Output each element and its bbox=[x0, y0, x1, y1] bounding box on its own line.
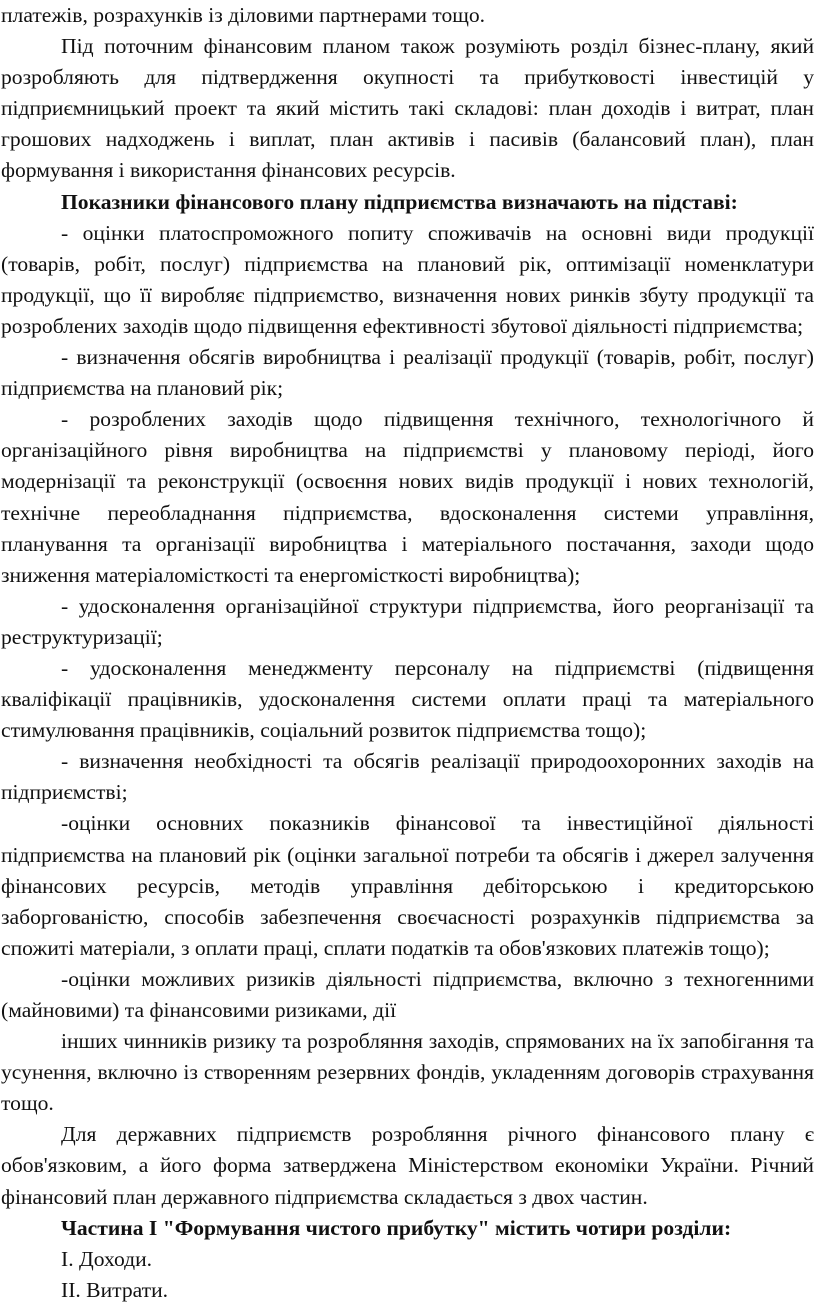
paragraph-current-plan-definition: Під поточним фінансовим планом також розуміють розділ бізнес-плану, який розробляють для підтвердження окупності та прибутковості інвестицій у підприємницький проект та який містить такі складові: план доходів і витрат, план грошових надходжень і виплат, план активів і пасивів (балансовий план), план формування і використання фінансових ресурсів. bbox=[1, 34, 814, 183]
paragraph-continuation: платежів, розрахунків із діловими партнерами тощо. bbox=[1, 3, 486, 27]
paragraph-risk-continuation: інших чинників ризику та розробляння заходів, спрямованих на їх запобігання та усунення, включно із створенням резервних фондів, укладенням договорів страхування тощо. bbox=[1, 1029, 814, 1116]
list-item-income: І. Доходи. bbox=[61, 1246, 153, 1271]
section-heading-part-one: Частина І "Формування чистого прибутку" містить чотири розділи: bbox=[61, 1215, 732, 1240]
list-item-production-volumes: - визначення обсягів виробництва і реалізації продукції (товарів, робіт, послуг) підприємства на плановий рік; bbox=[1, 345, 814, 401]
paragraph-state-enterprises: Для державних підприємств розробляння річного фінансового плану є обов'язковим, а його форма затверджена Міністерством економіки України. Річний фінансовий план державного підприємства складається з двох частин. bbox=[1, 1122, 814, 1209]
list-item-expenses: ІІ. Витрати. bbox=[61, 1277, 169, 1302]
list-item-risk-assessment: -оцінки можливих ризиків діяльності підприємства, включно з техногенними (майновими) та фінансовими ризиками, дії bbox=[1, 966, 814, 1022]
list-item-org-structure: - удосконалення організаційної структури підприємства, його реорганізації та реструктуризації; bbox=[1, 593, 814, 649]
list-item-demand-assessment: - оцінки платоспроможного попиту споживачів на основні види продукції (товарів, робіт, послуг) підприємства на плановий рік, оптимізації номенклатури продукції, що її виробляє підприємство, визначення нових ринків збуту продукції та розроблених заходів щодо підвищення ефективності збутової діяльності підприємства; bbox=[1, 220, 814, 338]
section-heading-plan-indicators: Показники фінансового плану підприємства визначають на підставі: bbox=[61, 189, 738, 214]
list-item-financial-indicators: -оцінки основних показників фінансової та інвестиційної діяльності підприємства на плановий рік (оцінки загальної потреби та обсягів і джерел залучення фінансових ресурсів, методів управління дебіторською і кредиторською заборгованістю, способів забезпечення своєчасності розрахунків підприємства за спожиті матеріали, з оплати праці, сплати податків та обов'язкових платежів тощо); bbox=[1, 811, 814, 960]
list-item-technical-measures: - розроблених заходів щодо підвищення технічного, технологічного й організаційного рівня виробництва на підприємстві у плановому періоді, його модернізації та реконструкції (освоєння нових видів продукції і нових технологій, технічне переобладнання підприємства, вдосконалення системи управління, планування та організації виробництва і матеріального постачання, заходи щодо зниження матеріаломісткості та енергомісткості виробництва); bbox=[1, 407, 814, 587]
list-item-personnel-management: - удосконалення менеджменту персоналу на підприємстві (підвищення кваліфікації працівників, удосконалення системи оплати праці та матеріального стимулювання працівників, соціальний розвиток підприємства тощо); bbox=[1, 655, 814, 743]
list-item-environmental-measures: - визначення необхідності та обсягів реалізації природоохоронних заходів на підприємстві; bbox=[1, 749, 814, 805]
